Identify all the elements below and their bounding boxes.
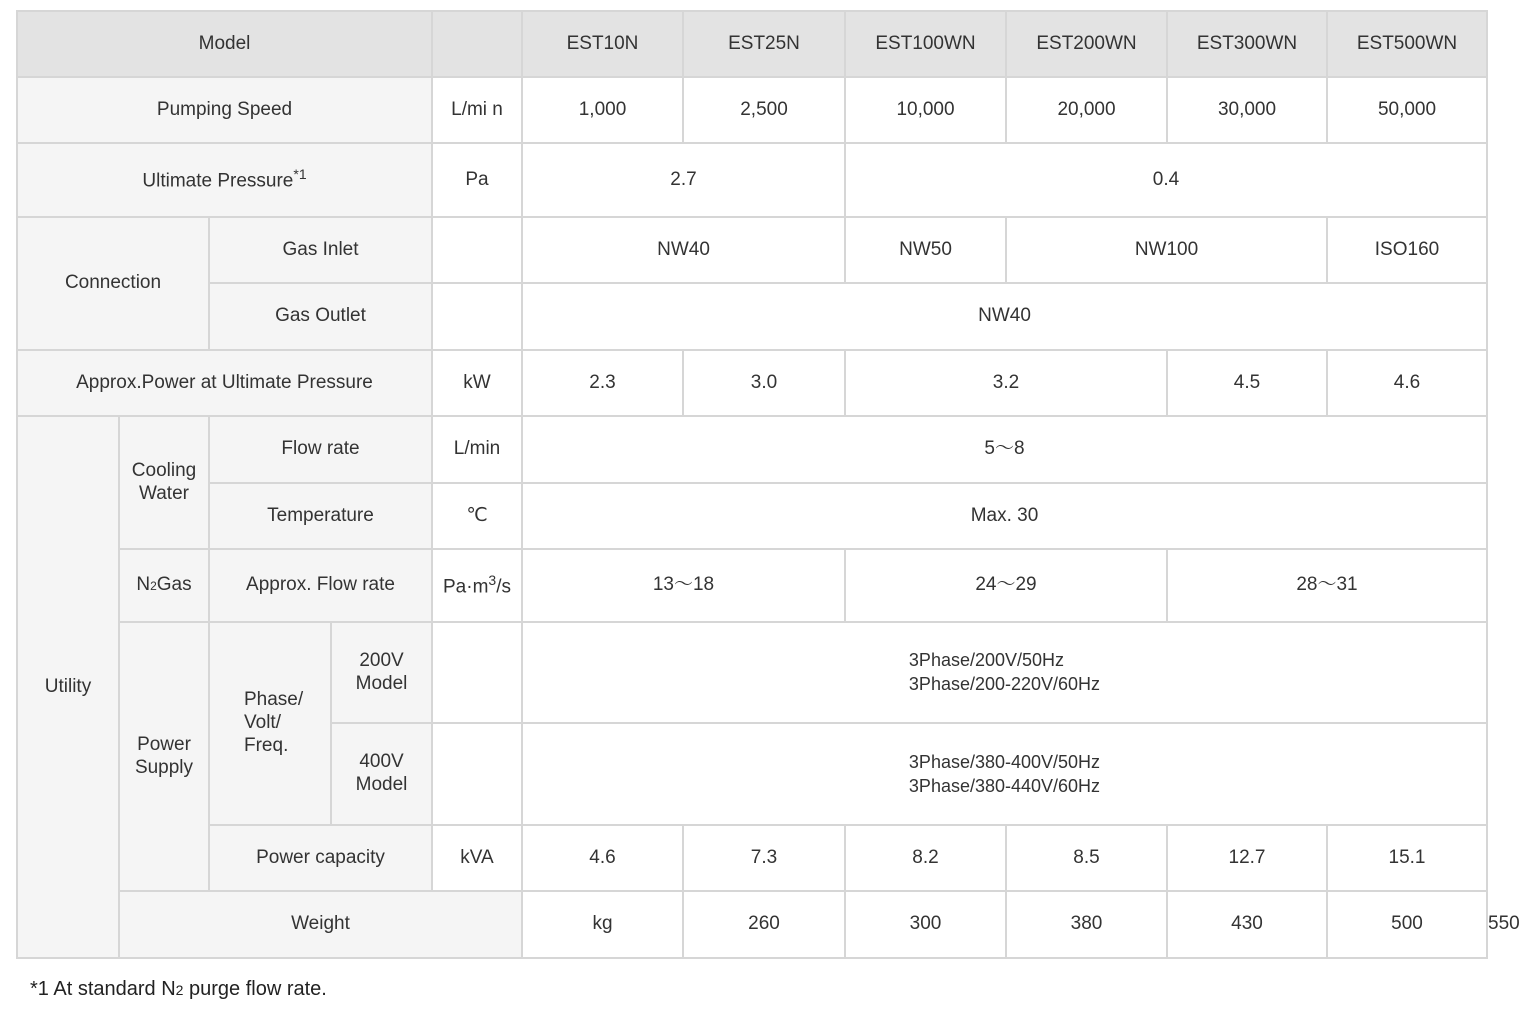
model-400v-line2: Model (355, 774, 408, 795)
n2-flow-unit-pre: Pa·m (443, 576, 489, 598)
power-supply-line1: Power (137, 733, 191, 755)
cooling-temp-label: Temperature (209, 483, 432, 549)
footnote-sub: 2 (175, 982, 184, 998)
n2-flow-unit (432, 549, 522, 622)
model-400v-line1: 400V (359, 751, 404, 773)
power-capacity-label: Power capacity (209, 825, 432, 891)
weight-value: 260 (683, 891, 845, 958)
n2-gas-label-sub: 2 (150, 579, 157, 594)
cooling-flow-unit: L/min (432, 416, 522, 483)
power-200v-row (17, 622, 1487, 723)
power-ultimate-value: 4.5 (1167, 350, 1327, 416)
model-200v-unit (432, 622, 522, 723)
model-est25n: EST25N (683, 11, 845, 77)
power-ultimate-value: 3.0 (683, 350, 845, 416)
power-ultimate-value: 4.6 (1327, 350, 1487, 416)
gas-outlet-label: Gas Outlet (209, 283, 432, 350)
specification-table (16, 10, 1520, 959)
weight-label: Weight (119, 891, 522, 958)
gas-inlet-value: NW100 (1006, 217, 1327, 283)
ultimate-pressure-value-b: 0.4 (845, 143, 1487, 217)
gas-inlet-value: NW40 (522, 217, 845, 283)
ultimate-pressure-label (17, 143, 432, 217)
model-400v-value-line2: 3Phase/380-440V/60Hz (908, 775, 1101, 796)
pumping-speed-row (17, 77, 1487, 143)
ultimate-pressure-unit: Pa (432, 143, 522, 217)
connection-label: Connection (17, 217, 209, 350)
weight-value: 380 (1006, 891, 1167, 958)
power-ultimate-unit: kW (432, 350, 522, 416)
model-200v-value (522, 622, 1487, 723)
utility-label: Utility (17, 416, 119, 958)
n2-flow-value: 13〜18 (522, 549, 845, 622)
n2-gas-row (17, 549, 1487, 622)
pvf-line3: Freq. (244, 734, 289, 756)
gas-inlet-value: NW50 (845, 217, 1006, 283)
gas-inlet-row (17, 217, 1487, 283)
model-200v-line2: Model (355, 672, 408, 694)
power-ultimate-label: Approx.Power at Ultimate Pressure (17, 350, 432, 416)
ultimate-pressure-value-a: 2.7 (522, 143, 845, 217)
unit-header (432, 11, 522, 77)
weight-row: Weight kg 260 300 380 430 500 550 (17, 891, 1487, 958)
pumping-speed-label: Pumping Speed (17, 77, 432, 143)
power-ultimate-value: 3.2 (845, 350, 1167, 416)
footnote (30, 978, 327, 1001)
power-capacity-value: 12.7 (1167, 825, 1327, 891)
pumping-speed-value: 30,000 (1167, 77, 1327, 143)
weight-unit: kg (522, 891, 683, 958)
model-400v-label (331, 723, 432, 825)
gas-outlet-value: NW40 (522, 283, 1487, 350)
n2-flow-unit-post: /s (496, 576, 511, 598)
header-row (17, 11, 1487, 77)
pvf-line2: Volt/ (244, 712, 281, 734)
weight-value: 300 (845, 891, 1006, 958)
power-capacity-value: 15.1 (1327, 825, 1487, 891)
gas-inlet-label: Gas Inlet (209, 217, 432, 283)
n2-flow-value: 24〜29 (845, 549, 1167, 622)
cooling-temp-value: Max. 30 (522, 483, 1487, 549)
n2-gas-label-post: Gas (156, 574, 192, 596)
footnote-mark: *1 (293, 166, 307, 183)
ultimate-pressure-row (17, 143, 1487, 217)
model-200v-line1: 200V (359, 649, 404, 671)
phase-volt-freq-label (209, 622, 331, 825)
cooling-flow-label: Flow rate (209, 416, 432, 483)
power-capacity-value: 7.3 (683, 825, 845, 891)
model-est10n: EST10N (522, 11, 683, 77)
ultimate-pressure-text: Ultimate Pressure (142, 170, 294, 192)
model-est200wn: EST200WN (1006, 11, 1167, 77)
pumping-speed-value: 1,000 (522, 77, 683, 143)
cooling-flow-value: 5〜8 (522, 416, 1487, 483)
cooling-water-line2: Water (139, 482, 189, 504)
pumping-speed-value: 20,000 (1006, 77, 1167, 143)
n2-flow-value: 28〜31 (1167, 549, 1487, 622)
gas-outlet-unit (432, 283, 522, 350)
power-capacity-value: 4.6 (522, 825, 683, 891)
n2-gas-label-pre: N (136, 574, 151, 596)
power-capacity-row (17, 825, 1487, 891)
n2-gas-label (119, 549, 209, 622)
power-ultimate-row (17, 350, 1487, 416)
power-capacity-unit: kVA (432, 825, 522, 891)
n2-flow-unit-sup: 3 (488, 571, 497, 588)
n2-flow-label: Approx. Flow rate (209, 549, 432, 622)
cooling-temp-unit: ℃ (432, 483, 522, 549)
cooling-temp-row (17, 483, 1487, 549)
gas-outlet-row (17, 283, 1487, 350)
model-200v-value-line1: 3Phase/200V/50Hz (908, 650, 1065, 671)
model-400v-value-line1: 3Phase/380-400V/50Hz (908, 751, 1101, 772)
gas-inlet-unit (432, 217, 522, 283)
model-est100wn: EST100WN (845, 11, 1006, 77)
weight-value: 430 (1167, 891, 1327, 958)
cooling-water-line1: Cooling (131, 459, 197, 481)
pvf-line1: Phase/ (244, 689, 304, 711)
model-est300wn: EST300WN (1167, 11, 1327, 77)
model-200v-label (331, 622, 432, 723)
model-200v-value-line2: 3Phase/200-220V/60Hz (908, 674, 1101, 695)
cooling-flow-row (17, 416, 1487, 483)
pumping-speed-value: 2,500 (683, 77, 845, 143)
gas-inlet-value: ISO160 (1327, 217, 1487, 283)
power-capacity-value: 8.5 (1006, 825, 1167, 891)
pumping-speed-value: 10,000 (845, 77, 1006, 143)
power-capacity-value: 8.2 (845, 825, 1006, 891)
model-400v-value (522, 723, 1487, 825)
pumping-speed-unit: L/mi n (432, 77, 522, 143)
pumping-speed-value: 50,000 (1327, 77, 1487, 143)
footnote-suffix: purge flow rate. (183, 978, 327, 1000)
weight-value: 500 (1327, 891, 1487, 958)
power-supply-label (119, 622, 209, 891)
model-400v-unit (432, 723, 522, 825)
power-ultimate-value: 2.3 (522, 350, 683, 416)
power-supply-line2: Supply (134, 756, 194, 778)
model-header: Model (17, 11, 432, 77)
cooling-water-label (119, 416, 209, 549)
model-est500wn: EST500WN (1327, 11, 1487, 77)
footnote-prefix: *1 At standard N (30, 978, 176, 1000)
